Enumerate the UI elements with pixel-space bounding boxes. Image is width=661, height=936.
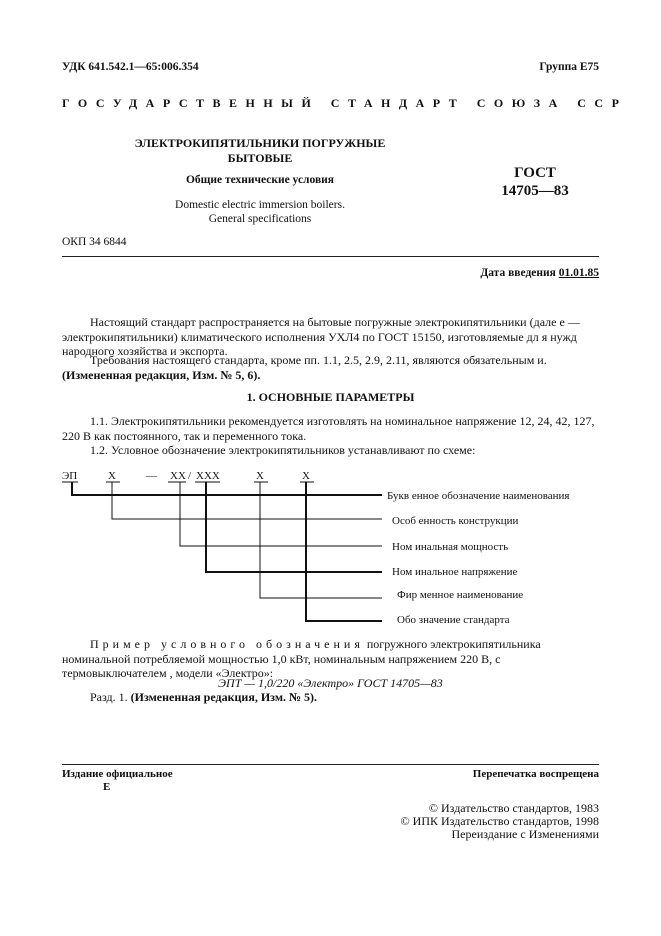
footer-divider (62, 764, 599, 765)
example-text: погружного электрокипятильника номинальной потребляемой мощностью 1,0 кВт, номинальным напряжением 220 В, с термовыключателем , модели «Электро»: (62, 637, 541, 680)
copyright-1998: © ИПК Издательство стандартов, 1998 (400, 814, 599, 828)
label-design-feature: Особ енность конструкции (392, 515, 519, 527)
code-x1: X (108, 470, 116, 482)
code-x2: X (256, 470, 264, 482)
english-title-line-2: General specifications (208, 212, 312, 225)
razd-note (62, 690, 599, 705)
gost-designation (470, 164, 600, 200)
example-lead: Пример условного обозначения (90, 637, 364, 651)
scheme-lines (62, 482, 382, 621)
divider (62, 256, 599, 257)
code-xxx: XXX (196, 470, 220, 482)
scheme-labels (387, 490, 570, 626)
intro-date-value: 01.01.85 (558, 267, 599, 279)
state-standard-heading: ГОСУДАРСТВЕННЫЙ СТАНДАРТ СОЮЗА ССР (62, 96, 628, 110)
reissue-note: Переиздание с Изменениями (451, 827, 599, 841)
udk-code: УДК 641.542.1—65:006.354 (62, 61, 199, 73)
code-xx: XX (170, 470, 186, 482)
group-code: Группа Е75 (539, 61, 599, 73)
label-standard-designation: Обо значение стандарта (397, 614, 510, 626)
code-ep: ЭП (62, 470, 78, 482)
razd-label: Разд. 1. (90, 690, 128, 704)
reprint-prohibited: Перепечатка воспрещена (472, 768, 599, 780)
label-name-code: Букв енное обозначение наименования (387, 490, 570, 502)
scheme-codes (62, 470, 310, 482)
code-slash: / (188, 470, 192, 482)
requirements-text: Требования настоящего стандарта, кроме пп. 1.1, 2.5, 2.9, 2.11, являются обязательным и. (90, 353, 547, 367)
document-subtitle: Общие технические условия (185, 174, 335, 186)
clause-1-2: 1.2. Условное обозначение электрокипятильников устанавливают по схеме: (90, 443, 476, 457)
official-edition: Издание официальное (62, 768, 173, 780)
intro-date-label: Дата введения (480, 267, 556, 279)
english-title (100, 199, 420, 226)
intro-date (480, 267, 599, 279)
example-paragraph (62, 637, 599, 681)
paragraph-scope: Настоящий стандарт распространяется на бытовые погружные электрокипятильники (дале е — электрокипятильники) климатического исполнения УХЛ4 по ГОСТ 15150, изготовляемые дл я нужд народного хозяйства и экспорта. (62, 315, 580, 358)
document-title (100, 136, 420, 166)
gost-number: 14705—83 (501, 183, 569, 199)
english-title-line-1: Domestic electric immersion boilers. (175, 199, 345, 211)
edition-mark: Е (103, 781, 111, 793)
paragraph-requirements (62, 353, 599, 382)
designation-scheme (62, 466, 599, 631)
label-rated-power: Ном инальная мощность (392, 541, 509, 553)
requirements-note: (Измененная редакция, Изм. № 5, 6). (62, 367, 261, 382)
code-dash: — (146, 470, 157, 482)
clause-1-1: 1.1. Электрокипятильники рекомендуется изготовлять на номинальное напряжение 12, 24, 42, 127, 220 В как постоянного, так и переменного тока. (62, 414, 595, 443)
title-line-1: ЭЛЕКТРОКИПЯТИЛЬНИКИ ПОГРУЖНЫЕ (134, 136, 386, 150)
okp-code: ОКП 34 6844 (62, 236, 127, 248)
code-x3: X (302, 470, 310, 482)
label-brand-name: Фир менное наименование (397, 589, 524, 601)
section-1-title: 1. ОСНОВНЫЕ ПАРАМЕТРЫ (246, 390, 415, 404)
label-rated-voltage: Ном инальное напряжение (392, 566, 518, 578)
copyright-1983: © Издательство стандартов, 1983 (428, 801, 599, 815)
razd-change-note: (Измененная редакция, Изм. № 5). (130, 690, 318, 704)
gost-label: ГОСТ (514, 165, 556, 181)
example-formula: ЭПТ — 1,0/220 «Электро» ГОСТ 14705—83 (218, 676, 443, 690)
title-line-2: БЫТОВЫЕ (227, 151, 293, 165)
